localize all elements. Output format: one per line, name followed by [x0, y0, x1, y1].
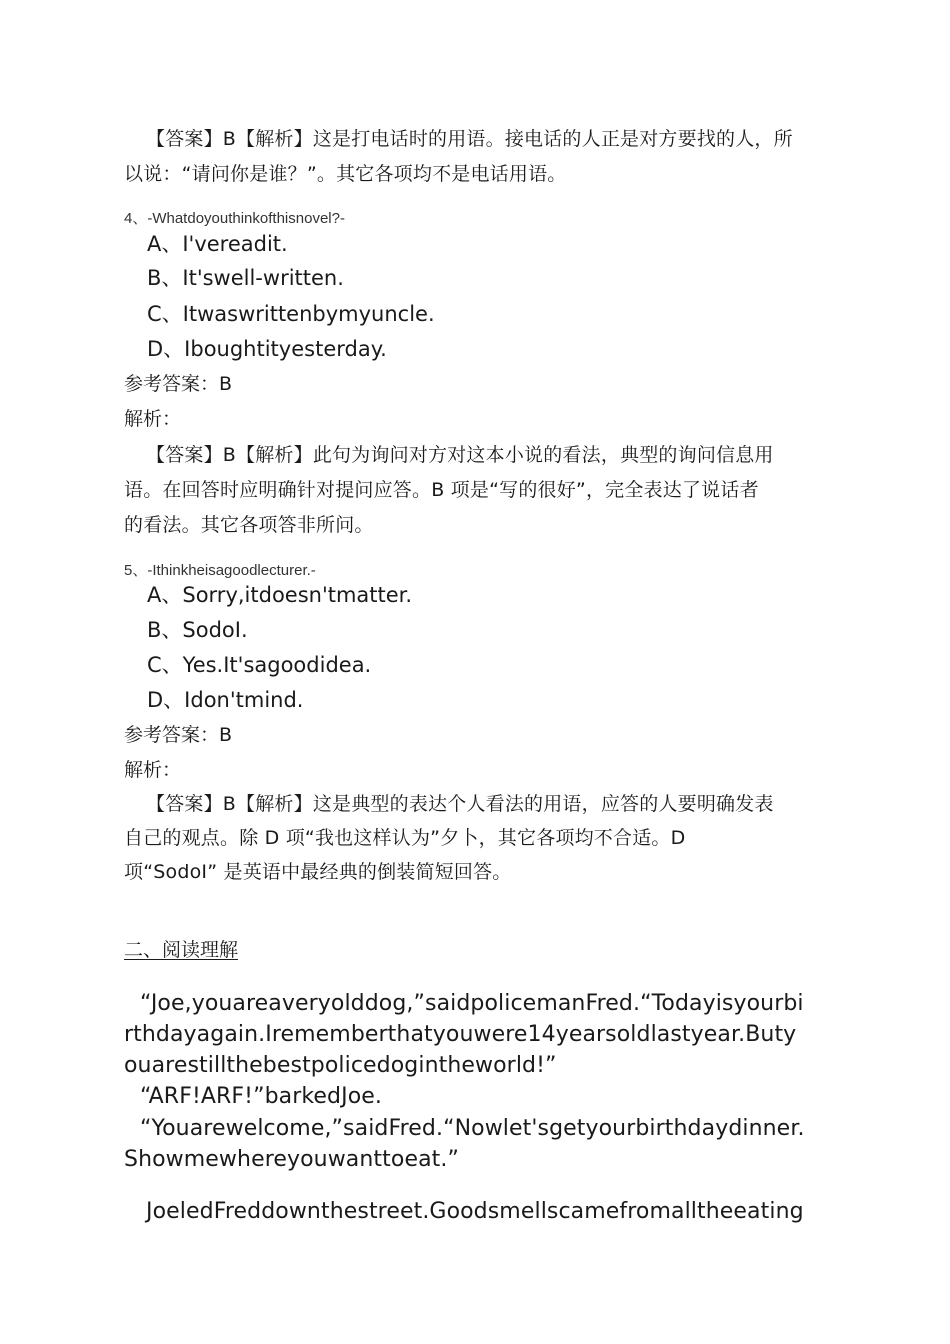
q4-explanation-line-2: 语。在回答时应明确针对提问应答。B 项是“写的很好”，完全表达了说话者: [124, 479, 759, 501]
q5-analysis-label: 解析：: [124, 759, 182, 781]
q4-option-d: D、Iboughtityesterday.: [147, 337, 387, 361]
q5-explanation-line-1: 【答案】B【解析】这是典型的表达个人看法的用语，应答的人要明确发表: [146, 793, 774, 815]
reading-line-2: rthdayagain.Irememberthatyouwere14yearsoldlastyear.Buty: [124, 1022, 797, 1047]
q4-option-b: B、It'swell-written.: [147, 266, 344, 290]
question-5: 5、-Ithinkheisagoodlecturer.-: [124, 562, 316, 579]
q3-explanation-line-1: 【答案】B【解析】这是打电话时的用语。接电话的人正是对方要找的人，所: [146, 128, 793, 150]
q5-option-a: A、Sorry,itdoesn'tmatter.: [147, 583, 413, 607]
q4-explanation-line-3: 的看法。其它各项答非所问。: [124, 514, 374, 536]
q5-answer: 参考答案：B: [124, 724, 233, 746]
q3-explanation-line-2: 以说：“请问你是谁？”。其它各项均不是电话用语。: [124, 163, 567, 185]
question-4: 4、-Whatdoyouthinkofthisnovel?-: [124, 210, 345, 227]
reading-line-4: “ARF!ARF!”barkedJoe.: [140, 1084, 383, 1109]
reading-line-5: “Youarewelcome,”saidFred.“Nowlet'sgetyourbirthdaydinner.: [140, 1116, 805, 1141]
q4-option-c: C、Itwaswrittenbymyuncle.: [147, 302, 435, 326]
reading-line-1: “Joe,youareaveryolddog,”saidpolicemanFred.“Todayisyourbi: [140, 991, 804, 1016]
q4-analysis-label: 解析：: [124, 408, 182, 430]
q5-explanation-line-2: 自己的观点。除 D 项“我也这样认为”夕卜，其它各项均不合适。D: [124, 827, 686, 849]
q4-explanation-line-1: 【答案】B【解析】此句为询问对方对这本小说的看法，典型的询问信息用: [146, 444, 774, 466]
section-title: 二、阅读理解: [124, 939, 239, 961]
q5-explanation-line-3: 项“SodoI” 是英语中最经典的倒装简短回答。: [124, 861, 512, 883]
q4-answer: 参考答案：B: [124, 373, 233, 395]
q5-option-b: B、SodoI.: [147, 618, 248, 642]
reading-line-3: ouarestillthebestpolicedogintheworld!”: [124, 1053, 557, 1078]
q5-option-d: D、Idon'tmind.: [147, 688, 304, 712]
reading-line-7: JoeledFreddownthestreet.Goodsmellscamefromalltheeating: [146, 1199, 804, 1224]
q4-option-a: A、I'vereadit.: [147, 232, 288, 256]
q5-option-c: C、Yes.It'sagoodidea.: [147, 653, 372, 677]
reading-line-6: Showmewhereyouwanttoeat.”: [124, 1147, 459, 1172]
